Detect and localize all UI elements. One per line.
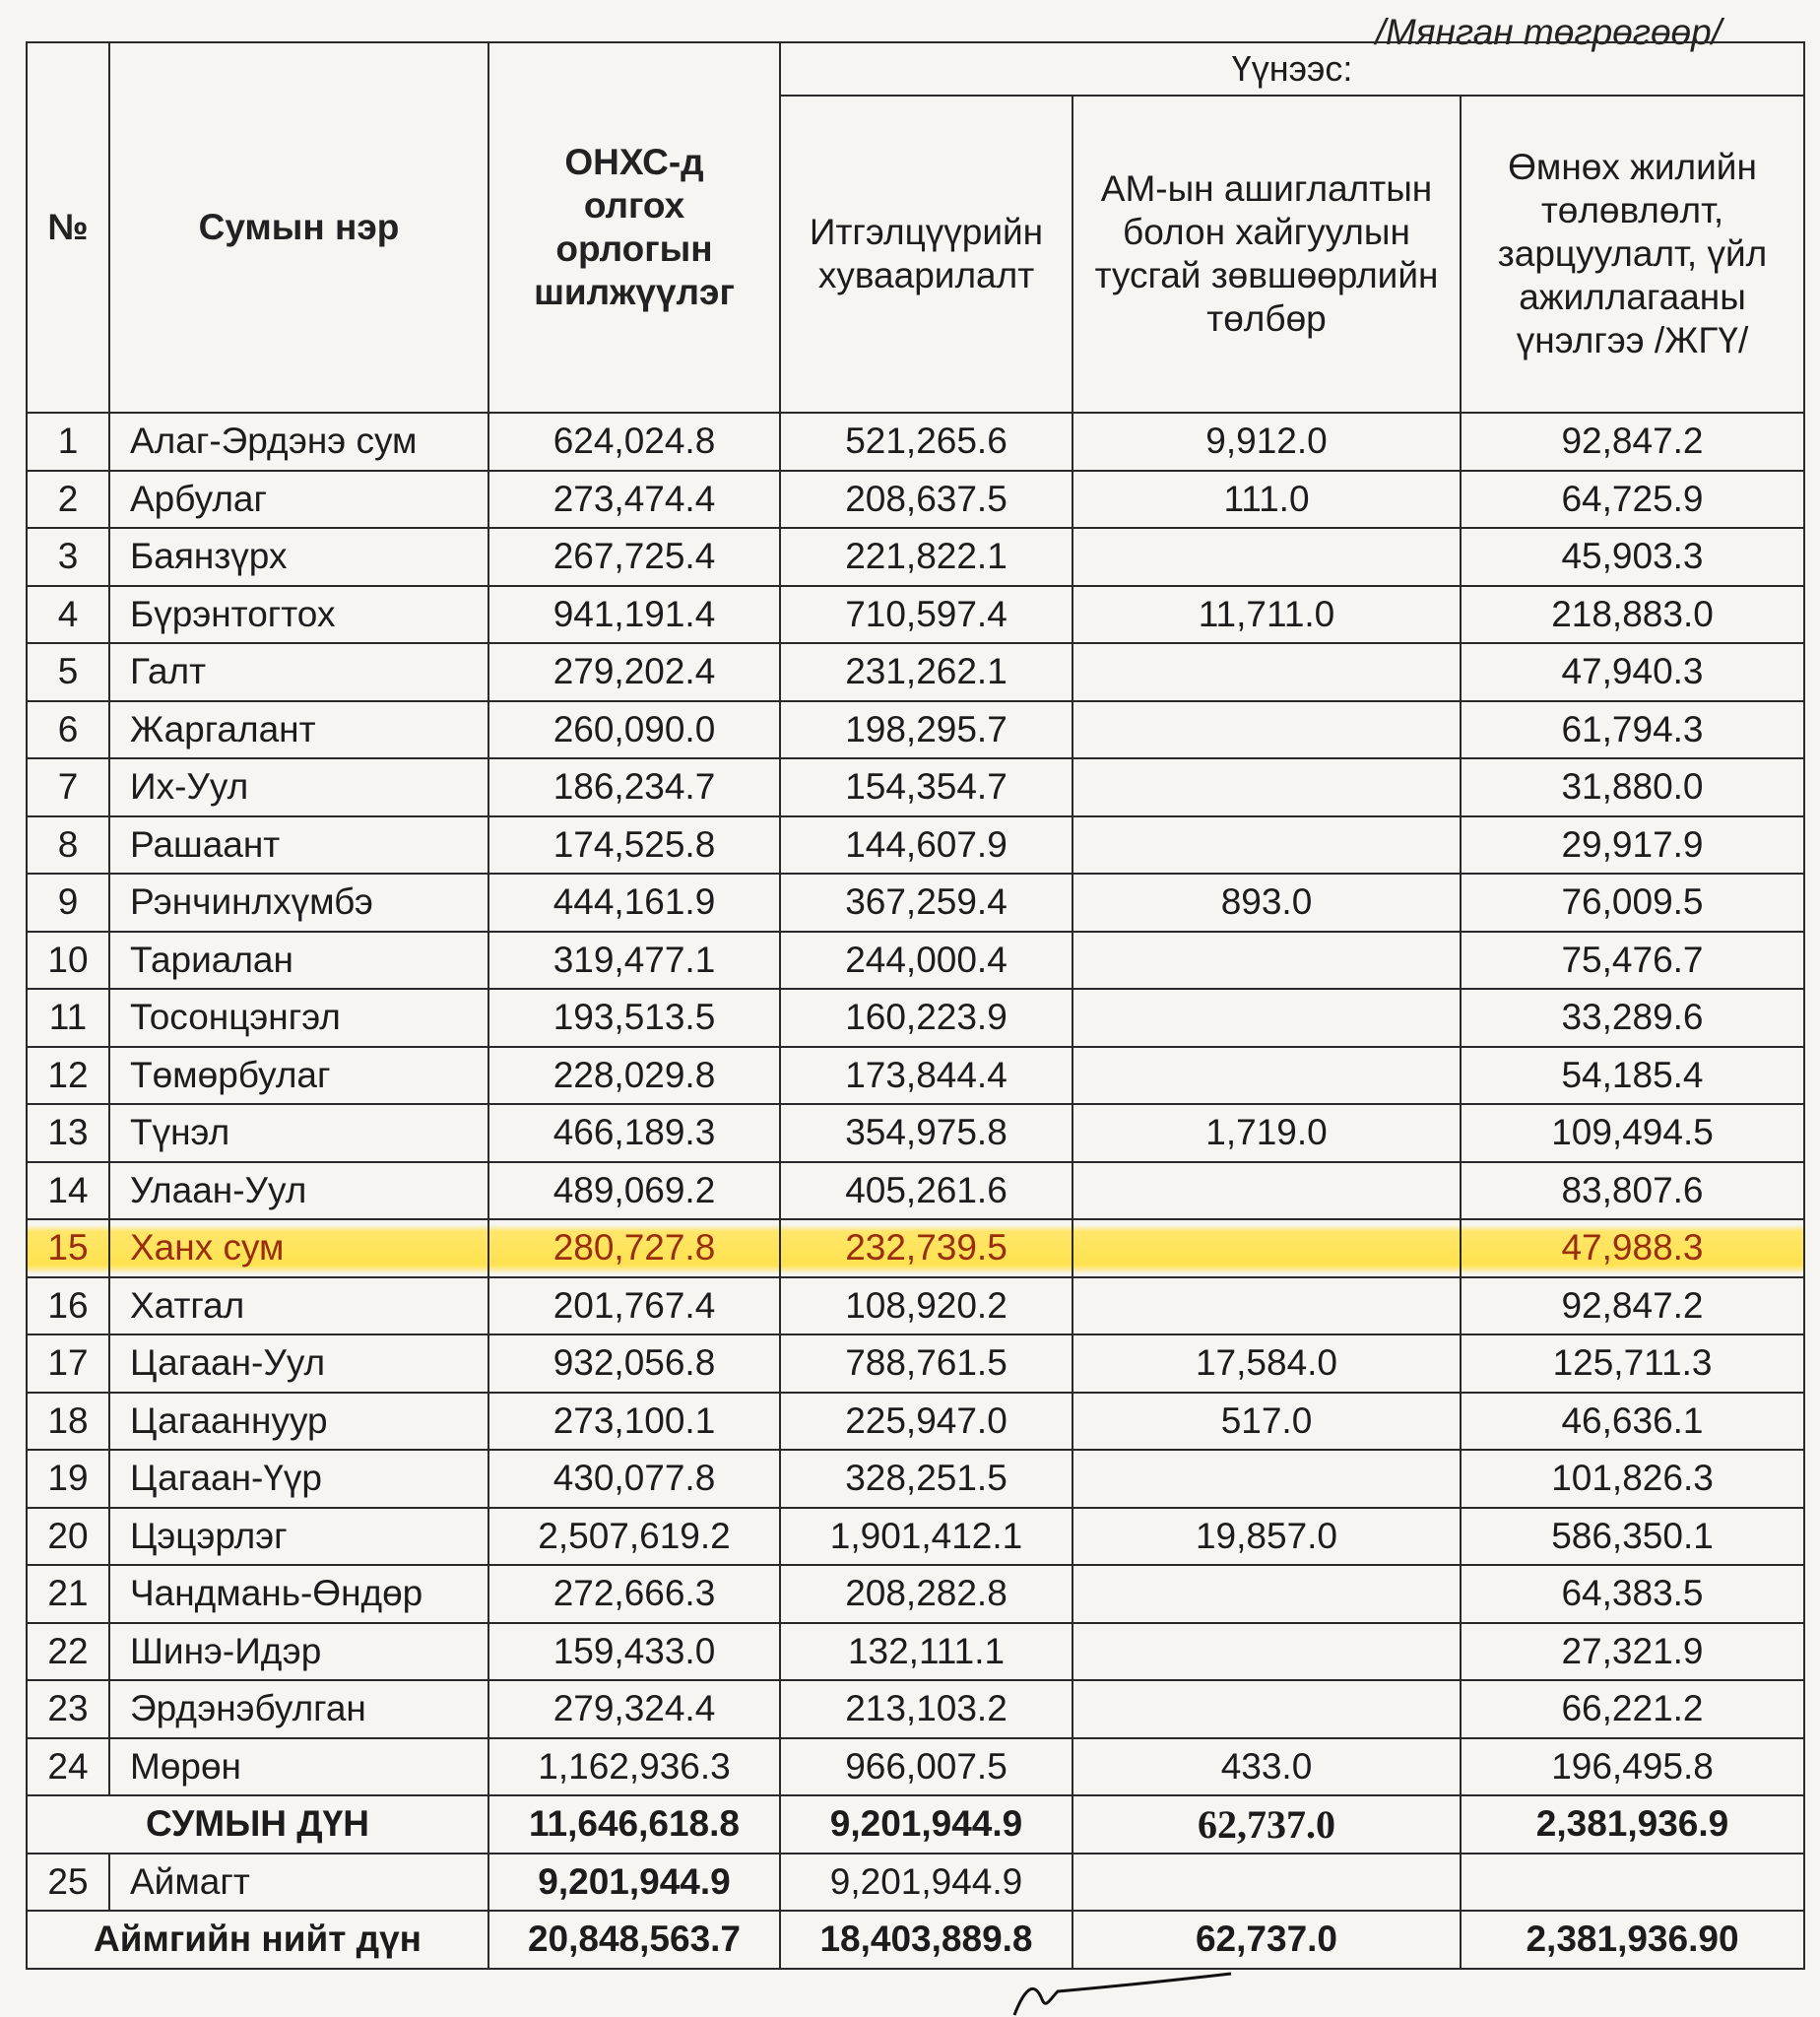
row-transfer: 267,725.4 <box>488 528 780 586</box>
table-row <box>27 413 1804 471</box>
row-license-fee <box>1072 816 1461 875</box>
row-equalization: 521,265.6 <box>780 413 1072 471</box>
row-equalization: 213,103.2 <box>780 1680 1072 1738</box>
row-no: 3 <box>27 528 109 586</box>
row-name: Хатгал <box>109 1277 488 1335</box>
row-name: Бүрэнтогтох <box>109 586 488 644</box>
row-transfer: 280,727.8 <box>488 1219 780 1277</box>
row-license-fee: 433.0 <box>1072 1738 1461 1796</box>
table-row <box>27 1450 1804 1508</box>
row-license-fee <box>1072 1565 1461 1623</box>
row-name: Арбулаг <box>109 471 488 529</box>
row-prev-year-eval: 47,988.3 <box>1461 1219 1804 1277</box>
row-transfer: 228,029.8 <box>488 1047 780 1105</box>
row-prev-year-eval: 125,711.3 <box>1461 1334 1804 1393</box>
grand-total-label: Аймгийн нийт дүн <box>27 1911 488 1969</box>
row-transfer: 272,666.3 <box>488 1565 780 1623</box>
row-no: 22 <box>27 1623 109 1681</box>
row-no: 11 <box>27 989 109 1047</box>
row-name: Рэнчинлхүмбэ <box>109 874 488 932</box>
header-no: № <box>27 42 109 413</box>
row-equalization: 173,844.4 <box>780 1047 1072 1105</box>
row-no: 13 <box>27 1104 109 1162</box>
row-no: 18 <box>27 1393 109 1451</box>
row-equalization: 966,007.5 <box>780 1738 1072 1796</box>
row-no: 15 <box>27 1219 109 1277</box>
header-transfer: ОНХС-д олгох орлогын шилжүүлэг <box>488 42 780 413</box>
row-prev-year-eval: 218,883.0 <box>1461 586 1804 644</box>
row-equalization: 788,761.5 <box>780 1334 1072 1393</box>
soum-total-label: СУМЫН ДҮН <box>27 1795 488 1854</box>
row-license-fee <box>1072 989 1461 1047</box>
row-name: Улаан-Уул <box>109 1162 488 1220</box>
aimag-equalization: 9,201,944.9 <box>780 1854 1072 1912</box>
row-equalization: 221,822.1 <box>780 528 1072 586</box>
table-row <box>27 1508 1804 1566</box>
grand-total-license-fee: 62,737.0 <box>1072 1911 1461 1969</box>
row-license-fee: 1,719.0 <box>1072 1104 1461 1162</box>
soum-total-equalization: 9,201,944.9 <box>780 1795 1072 1854</box>
row-prev-year-eval: 92,847.2 <box>1461 1277 1804 1335</box>
row-no: 17 <box>27 1334 109 1393</box>
table-row <box>27 1393 1804 1451</box>
row-prev-year-eval: 196,495.8 <box>1461 1738 1804 1796</box>
aimag-row <box>27 1854 1804 1912</box>
row-equalization: 160,223.9 <box>780 989 1072 1047</box>
row-transfer: 279,202.4 <box>488 643 780 701</box>
row-prev-year-eval: 31,880.0 <box>1461 758 1804 816</box>
table-row <box>27 758 1804 816</box>
row-prev-year-eval: 75,476.7 <box>1461 932 1804 990</box>
row-no: 4 <box>27 586 109 644</box>
row-transfer: 279,324.4 <box>488 1680 780 1738</box>
header-group: Үүнээс: <box>780 42 1804 96</box>
row-name: Рашаант <box>109 816 488 875</box>
table-row <box>27 1047 1804 1105</box>
table-row <box>27 643 1804 701</box>
table-row <box>27 1162 1804 1220</box>
grand-total-equalization: 18,403,889.8 <box>780 1911 1072 1969</box>
table-row <box>27 528 1804 586</box>
row-name: Цэцэрлэг <box>109 1508 488 1566</box>
grand-total-transfer: 20,848,563.7 <box>488 1911 780 1969</box>
row-license-fee <box>1072 1277 1461 1335</box>
header-prev-year-eval: Өмнөх жилийн төлөвлөлт, зарцуулалт, үйл ажиллагааны үнэлгээ /ЖГҮ/ <box>1461 96 1804 413</box>
row-no: 16 <box>27 1277 109 1335</box>
row-name: Галт <box>109 643 488 701</box>
row-name: Төмөрбулаг <box>109 1047 488 1105</box>
row-no: 19 <box>27 1450 109 1508</box>
row-equalization: 208,282.8 <box>780 1565 1072 1623</box>
row-transfer: 430,077.8 <box>488 1450 780 1508</box>
row-name: Цагааннуур <box>109 1393 488 1451</box>
row-equalization: 198,295.7 <box>780 701 1072 759</box>
row-transfer: 624,024.8 <box>488 413 780 471</box>
header-name: Сумын нэр <box>109 42 488 413</box>
row-prev-year-eval: 101,826.3 <box>1461 1450 1804 1508</box>
row-prev-year-eval: 92,847.2 <box>1461 413 1804 471</box>
row-equalization: 244,000.4 <box>780 932 1072 990</box>
row-license-fee: 111.0 <box>1072 471 1461 529</box>
row-prev-year-eval: 64,725.9 <box>1461 471 1804 529</box>
soum-total-prev-year-eval: 2,381,936.9 <box>1461 1795 1804 1854</box>
row-license-fee <box>1072 528 1461 586</box>
signature-mark <box>985 1970 1241 2017</box>
row-transfer: 260,090.0 <box>488 701 780 759</box>
row-license-fee <box>1072 1450 1461 1508</box>
row-no: 2 <box>27 471 109 529</box>
soum-total-row <box>27 1795 1804 1854</box>
row-no: 12 <box>27 1047 109 1105</box>
row-no: 9 <box>27 874 109 932</box>
row-name: Эрдэнэбулган <box>109 1680 488 1738</box>
row-name: Ханх сум <box>109 1219 488 1277</box>
row-prev-year-eval: 54,185.4 <box>1461 1047 1804 1105</box>
row-prev-year-eval: 46,636.1 <box>1461 1393 1804 1451</box>
row-name: Шинэ-Идэр <box>109 1623 488 1681</box>
row-prev-year-eval: 109,494.5 <box>1461 1104 1804 1162</box>
row-license-fee: 893.0 <box>1072 874 1461 932</box>
table-row <box>27 874 1804 932</box>
aimag-transfer: 9,201,944.9 <box>488 1854 780 1912</box>
row-name: Түнэл <box>109 1104 488 1162</box>
row-no: 24 <box>27 1738 109 1796</box>
row-equalization: 328,251.5 <box>780 1450 1072 1508</box>
row-transfer: 444,161.9 <box>488 874 780 932</box>
row-transfer: 2,507,619.2 <box>488 1508 780 1566</box>
soum-total-license-fee: 62,737.0 <box>1072 1795 1461 1854</box>
row-license-fee: 517.0 <box>1072 1393 1461 1451</box>
row-no: 5 <box>27 643 109 701</box>
table-row <box>27 1738 1804 1796</box>
row-name: Цагаан-Уул <box>109 1334 488 1393</box>
row-name: Мөрөн <box>109 1738 488 1796</box>
soum-total-transfer: 11,646,618.8 <box>488 1795 780 1854</box>
table-row <box>27 989 1804 1047</box>
header-row-top <box>27 42 1804 96</box>
row-transfer: 319,477.1 <box>488 932 780 990</box>
row-transfer: 466,189.3 <box>488 1104 780 1162</box>
row-transfer: 273,100.1 <box>488 1393 780 1451</box>
row-name: Алаг-Эрдэнэ сум <box>109 413 488 471</box>
row-license-fee <box>1072 758 1461 816</box>
row-prev-year-eval: 27,321.9 <box>1461 1623 1804 1681</box>
row-prev-year-eval: 29,917.9 <box>1461 816 1804 875</box>
row-prev-year-eval: 47,940.3 <box>1461 643 1804 701</box>
row-equalization: 225,947.0 <box>780 1393 1072 1451</box>
row-license-fee: 17,584.0 <box>1072 1334 1461 1393</box>
table-row <box>27 1680 1804 1738</box>
row-equalization: 710,597.4 <box>780 586 1072 644</box>
row-no: 8 <box>27 816 109 875</box>
row-prev-year-eval: 76,009.5 <box>1461 874 1804 932</box>
aimag-no: 25 <box>27 1854 109 1912</box>
row-prev-year-eval: 66,221.2 <box>1461 1680 1804 1738</box>
row-license-fee <box>1072 701 1461 759</box>
row-equalization: 232,739.5 <box>780 1219 1072 1277</box>
row-license-fee <box>1072 1162 1461 1220</box>
row-name: Тосонцэнгэл <box>109 989 488 1047</box>
row-no: 7 <box>27 758 109 816</box>
header-license-fee: АМ-ын ашиглалтын болон хайгуулын тусгай зөвшөөрлийн төлбөр <box>1072 96 1461 413</box>
row-no: 21 <box>27 1565 109 1623</box>
row-transfer: 186,234.7 <box>488 758 780 816</box>
row-equalization: 354,975.8 <box>780 1104 1072 1162</box>
table-row <box>27 701 1804 759</box>
row-equalization: 405,261.6 <box>780 1162 1072 1220</box>
row-transfer: 941,191.4 <box>488 586 780 644</box>
row-prev-year-eval: 586,350.1 <box>1461 1508 1804 1566</box>
row-equalization: 154,354.7 <box>780 758 1072 816</box>
row-prev-year-eval: 61,794.3 <box>1461 701 1804 759</box>
row-prev-year-eval: 33,289.6 <box>1461 989 1804 1047</box>
row-equalization: 208,637.5 <box>780 471 1072 529</box>
table-row <box>27 932 1804 990</box>
row-name: Чандмань-Өндөр <box>109 1565 488 1623</box>
row-equalization: 1,901,412.1 <box>780 1508 1072 1566</box>
row-license-fee: 19,857.0 <box>1072 1508 1461 1566</box>
row-transfer: 159,433.0 <box>488 1623 780 1681</box>
row-name: Тариалан <box>109 932 488 990</box>
table-row <box>27 586 1804 644</box>
row-no: 14 <box>27 1162 109 1220</box>
table-row <box>27 1104 1804 1162</box>
table-row <box>27 1277 1804 1335</box>
row-no: 23 <box>27 1680 109 1738</box>
row-equalization: 108,920.2 <box>780 1277 1072 1335</box>
grand-total-row <box>27 1911 1804 1969</box>
row-equalization: 132,111.1 <box>780 1623 1072 1681</box>
table-row <box>27 816 1804 875</box>
row-transfer: 193,513.5 <box>488 989 780 1047</box>
aimag-prev-year-eval <box>1461 1854 1804 1912</box>
row-transfer: 489,069.2 <box>488 1162 780 1220</box>
budget-table <box>26 41 1805 1970</box>
table-row <box>27 1219 1804 1277</box>
row-license-fee <box>1072 1680 1461 1738</box>
row-name: Цагаан-Үүр <box>109 1450 488 1508</box>
row-license-fee: 11,711.0 <box>1072 586 1461 644</box>
row-prev-year-eval: 45,903.3 <box>1461 528 1804 586</box>
row-no: 20 <box>27 1508 109 1566</box>
table-row <box>27 1334 1804 1393</box>
table-row <box>27 1623 1804 1681</box>
row-equalization: 231,262.1 <box>780 643 1072 701</box>
grand-total-prev-year-eval: 2,381,936.90 <box>1461 1911 1804 1969</box>
row-transfer: 1,162,936.3 <box>488 1738 780 1796</box>
row-no: 10 <box>27 932 109 990</box>
table-row <box>27 1565 1804 1623</box>
row-transfer: 201,767.4 <box>488 1277 780 1335</box>
row-license-fee <box>1072 1219 1461 1277</box>
row-equalization: 367,259.4 <box>780 874 1072 932</box>
row-transfer: 174,525.8 <box>488 816 780 875</box>
row-no: 6 <box>27 701 109 759</box>
row-license-fee <box>1072 1623 1461 1681</box>
row-license-fee: 9,912.0 <box>1072 413 1461 471</box>
row-name: Баянзүрх <box>109 528 488 586</box>
row-name: Жаргалант <box>109 701 488 759</box>
row-license-fee <box>1072 932 1461 990</box>
aimag-name: Аймагт <box>109 1854 488 1912</box>
row-transfer: 932,056.8 <box>488 1334 780 1393</box>
unit-note: /Мянган төгрөгөөр/ <box>1375 12 1722 52</box>
row-prev-year-eval: 64,383.5 <box>1461 1565 1804 1623</box>
row-license-fee <box>1072 1047 1461 1105</box>
aimag-license-fee <box>1072 1854 1461 1912</box>
row-no: 1 <box>27 413 109 471</box>
row-prev-year-eval: 83,807.6 <box>1461 1162 1804 1220</box>
row-equalization: 144,607.9 <box>780 816 1072 875</box>
header-equalization: Итгэлцүүрийн хуваарилалт <box>780 96 1072 413</box>
row-license-fee <box>1072 643 1461 701</box>
row-name: Их-Уул <box>109 758 488 816</box>
table-row <box>27 471 1804 529</box>
row-transfer: 273,474.4 <box>488 471 780 529</box>
